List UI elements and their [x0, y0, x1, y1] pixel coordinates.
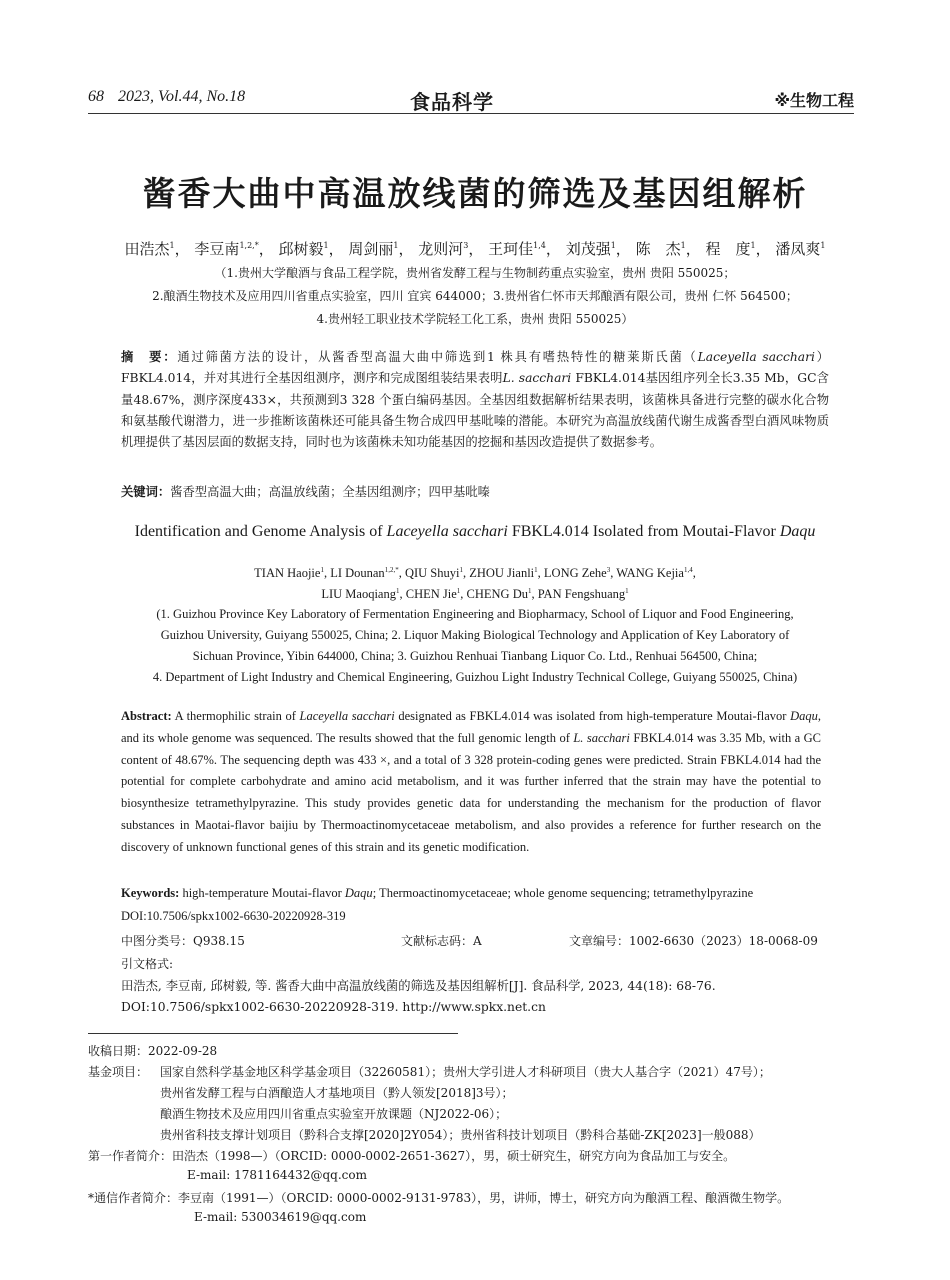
- species-name: Laceyella sacchari: [299, 709, 395, 723]
- author-sup: 1,2,*: [384, 566, 399, 574]
- author-cn: 周剑丽: [348, 240, 394, 258]
- section-label: ※生物工程: [774, 91, 854, 110]
- title-en-daqu: Daqu: [779, 523, 816, 540]
- author-cn: 王珂佳: [488, 240, 534, 258]
- article-title-en: [0, 523, 950, 541]
- abstract-cn-text: FBKL4.014基因组序列全长3.35 Mb，GC含量48.67%，测序深度433×，共预测到3 328 个蛋白编码基因。全基因组数据解析结果表明，该菌株具备进行完整的碳水化合物和氨基酸代谢潜力，进一步推断该菌株还可能具备生物合成四甲基吡嗪的潜能。本研究为高温放线菌代谢生成酱香型白酒风味物质机理提供了基因层面的数据支持，同时也为该菌株未知功能基因的挖掘和基因改造提供了数据参考。: [121, 371, 829, 450]
- classification-row: [121, 932, 821, 949]
- affiliation-cn-line: 4.贵州轻工职业技术学院轻工化工系，贵州 贵阳 550025）: [316, 312, 634, 326]
- author-sup: 1: [528, 587, 532, 595]
- abstract-cn-label: 摘 要：: [121, 350, 178, 364]
- author-cn: 龙则河: [418, 240, 464, 258]
- author-sup: 1: [625, 587, 629, 595]
- author-sup: 1: [534, 566, 538, 574]
- author-en: CHEN Jie: [405, 587, 457, 602]
- species-name: L. sacchari: [573, 730, 630, 745]
- species-name: L. sacchari: [502, 371, 572, 386]
- affiliation-cn-line: （1.贵州大学酿酒与食品工程学院，贵州省发酵工程与生物制药重点实验室，贵州 贵阳 550025；: [214, 266, 736, 280]
- author-sup: 1: [323, 241, 329, 250]
- keywords-en-daqu: Daqu: [344, 886, 373, 900]
- author-sup: 1,4: [533, 241, 546, 250]
- author-en: PAN Fengshuang: [537, 587, 626, 602]
- keywords-en-text: ; Thermoactinomycetaceae; whole genome sequencing; tetramethylpyrazine: [372, 886, 754, 900]
- fund-line: 酿酒生物技术及应用四川省重点实验室开放课题（NJ2022-06）；: [160, 1107, 508, 1121]
- abstract-cn-text: ）FBKL4.014，并对其进行全基因组测序，测序和完成图组装结果表明: [121, 350, 829, 386]
- document-code: 文献标志码：A: [401, 934, 482, 948]
- author-sup: 1: [169, 241, 175, 250]
- author-en: CHENG Du: [466, 587, 528, 602]
- author-en: WANG Kejia: [616, 566, 684, 581]
- abstract-en: [121, 706, 821, 859]
- author-cn: 刘茂强: [565, 240, 611, 258]
- author-sup: 1: [610, 241, 616, 250]
- species-name: Laceyella sacchari: [697, 350, 815, 364]
- article-number: 文章编号：1002-6630（2023）18-0068-09: [569, 934, 818, 948]
- author-sup: 1,4: [683, 566, 693, 574]
- species-name: Laceyella sacchari: [386, 523, 508, 540]
- keywords-cn: [121, 482, 829, 500]
- author-sup: 1: [820, 241, 826, 250]
- header-rule: [88, 113, 854, 114]
- abstract-cn-text: 通过筛菌方法的设计，从酱香型高温大曲中筛选到1 株具有嗜热特性的糖莱斯氏菌（: [177, 350, 698, 364]
- footnote-rule: [88, 1033, 458, 1034]
- citation-line: 田浩杰, 李豆南, 邱树毅, 等. 酱香大曲中高温放线菌的筛选及基因组解析[J]. 食品科学, 2023, 44(18): 68-76.: [121, 979, 716, 993]
- affiliation-en-line: (1. Guizhou Province Key Laboratory of Fermentation Engineering and Biopharmacy, School of Liquor and Food Engineering,: [156, 607, 794, 621]
- fund-label: 基金项目：: [88, 1065, 149, 1079]
- author-en: TIAN Haojie: [254, 566, 321, 581]
- journal-info: 2023, Vol.44, No.18: [118, 88, 246, 105]
- fund-line: 贵州省科技支撑计划项目（黔科合支撑[2020]2Y054）；贵州省科技计划项目（黔科合基础-ZK[2023]一般088）: [160, 1128, 761, 1142]
- first-author-bio: 第一作者简介：田浩杰（1998—）（ORCID: 0000-0002-2651-3627），男，硕士研究生，研究方向为食品加工与安全。: [88, 1149, 736, 1163]
- author-sup: 1: [395, 587, 400, 595]
- keywords-en-label: Keywords:: [121, 886, 180, 900]
- author-sup: 1: [320, 566, 324, 574]
- keywords-cn-text: 酱香型高温大曲；高温放线菌；全基因组测序；四甲基吡嗪: [170, 485, 490, 499]
- authors-en-line: LIU Maoqiang$^1$, CHEN Jie$^1$, CHENG Du$^1$, PAN Fengshuang$^1$: [321, 587, 629, 602]
- authors-en-line: TIAN Haojie$^1$, LI Dounan$^{1,2,*}$, QIU Shuyi$^1$, ZHOU Jianli$^1$, LONG Zehe$^3$, WANG Kejia$^{1,4}$,: [254, 566, 696, 581]
- affiliation-en-line: Sichuan Province, Yibin 644000, China; 3. Guizhou Renhuai Tianbang Liquor Co. Ltd., Renhuai 564500, China;: [192, 649, 758, 663]
- keywords-en: [121, 886, 821, 901]
- keywords-cn-label: 关键词：: [121, 485, 171, 499]
- keywords-en-text: high-temperature Moutai-flavor: [179, 886, 345, 900]
- author-sup: 1: [456, 587, 461, 595]
- citation-line: DOI:10.7506/spkx1002-6630-20220928-319. http://www.spkx.net.cn: [121, 1000, 546, 1014]
- fund-line: 国家自然科学基金地区科学基金项目（32260581）；贵州大学引进人才科研项目（贵大人基合字（2021）47号）；: [160, 1065, 771, 1079]
- fund-line: 贵州省发酵工程与白酒酿造人才基地项目（黔人领发[2018]3号）；: [160, 1086, 514, 1100]
- title-en-text: FBKL4.014 Isolated from Moutai-Flavor: [507, 523, 780, 540]
- abstract-en-daqu: Daqu: [790, 709, 818, 723]
- page-header: [88, 86, 854, 114]
- abstract-en-text: A thermophilic strain of: [171, 709, 300, 723]
- header-left: [88, 88, 245, 106]
- affiliation-cn-line: 2.酿酒生物技术及应用四川省重点实验室，四川 宜宾 644000；3.贵州省仁怀市天邦酿酒有限公司，贵州 仁怀 564500；: [152, 289, 798, 303]
- author-en: ZHOU Jianli: [469, 566, 535, 581]
- author-en: LONG Zehe: [543, 566, 607, 581]
- author-sup: 3: [606, 566, 611, 574]
- author-cn: 程 度: [705, 240, 751, 258]
- doi: DOI:10.7506/spkx1002-6630-20220928-319: [121, 909, 346, 923]
- first-author-email: E-mail: 1781164432@qq.com: [187, 1168, 367, 1182]
- author-sup: 1: [459, 566, 463, 574]
- author-cn: 田浩杰: [124, 240, 170, 258]
- corresponding-author-bio: *通信作者简介：李豆南（1991—）（ORCID: 0000-0002-9131-9783），男，讲师，博士，研究方向为酿酒工程、酿酒微生物学。: [88, 1191, 790, 1205]
- author-sup: 1: [750, 241, 756, 250]
- author-en: LI Dounan: [330, 566, 385, 581]
- page-number: 68: [88, 88, 104, 105]
- received-date: 收稿日期：2022-09-28: [88, 1044, 218, 1058]
- author-sup: 1: [680, 241, 686, 250]
- author-en: LIU Maoqiang: [321, 587, 396, 602]
- corresponding-author-email: E-mail: 530034619@qq.com: [194, 1210, 367, 1224]
- citation: [121, 976, 821, 1018]
- abstract-en-text: FBKL4.014 was 3.35 Mb, with a GC content of 48.67%. The sequencing depth was 433 ×, and a total of 3 328 protein-coding genes were predicted. Strain FBKL4.014 had the potential for complete carbohydrate and amino acid metabolism, and it was further inferred that the strain may have the potential to biosynthesize tetramethylpyrazine. This study provides genetic data for understanding the mechanism for the production of flavor substances in Maotai-flavor baijiu by Thermoactinomycetaceae metabolism, and also provides a reference for further research on the discovery of unknown functional genes of this strain and its genetic modification.: [121, 730, 822, 854]
- author-sup: 1,2,*: [239, 241, 259, 250]
- author-sup: 3: [463, 241, 469, 250]
- author-sup: 1: [393, 241, 399, 250]
- citation-label: 引文格式:: [121, 957, 174, 971]
- affiliation-en-line: 4. Department of Light Industry and Chemical Engineering, Guizhou Light Industry Technical College, Guiyang 550025, China): [152, 670, 798, 684]
- authors-cn: 田浩杰$^1$， 李豆南$^{1,2,*}$， 邱树毅$^1$， 周剑丽$^1$， 龙则河$^3$， 王珂佳$^{1,4}$， 刘茂强$^1$， 陈 杰$^1$， 程 度$^1$， 潘凤爽$^1$: [124, 240, 826, 258]
- journal-logo: 食品科学: [410, 90, 494, 114]
- author-cn: 邱树毅: [278, 240, 324, 258]
- author-cn: 潘凤爽: [775, 240, 821, 258]
- abstract-en-label: Abstract:: [121, 709, 172, 723]
- author-cn: 陈 杰: [635, 240, 681, 258]
- abstract-en-text: designated as FBKL4.014 was isolated from high-temperature Moutai-flavor: [394, 709, 791, 723]
- abstract-cn: [121, 347, 829, 453]
- title-en-text: Identification and Genome Analysis of: [134, 523, 387, 540]
- clc-number: 中图分类号：Q938.15: [121, 934, 245, 948]
- article-title-cn: 酱香大曲中高温放线菌的筛选及基因组解析: [142, 174, 808, 213]
- abstract-en-text: , and its whole genome was sequenced. The results showed that the full genomic length of: [121, 709, 821, 745]
- author-cn: 李豆南: [194, 240, 240, 258]
- author-en: QIU Shuyi: [404, 566, 460, 581]
- affiliation-en-line: Guizhou University, Guiyang 550025, China; 2. Liquor Making Biological Technology and Application of Key Laboratory of: [160, 628, 790, 642]
